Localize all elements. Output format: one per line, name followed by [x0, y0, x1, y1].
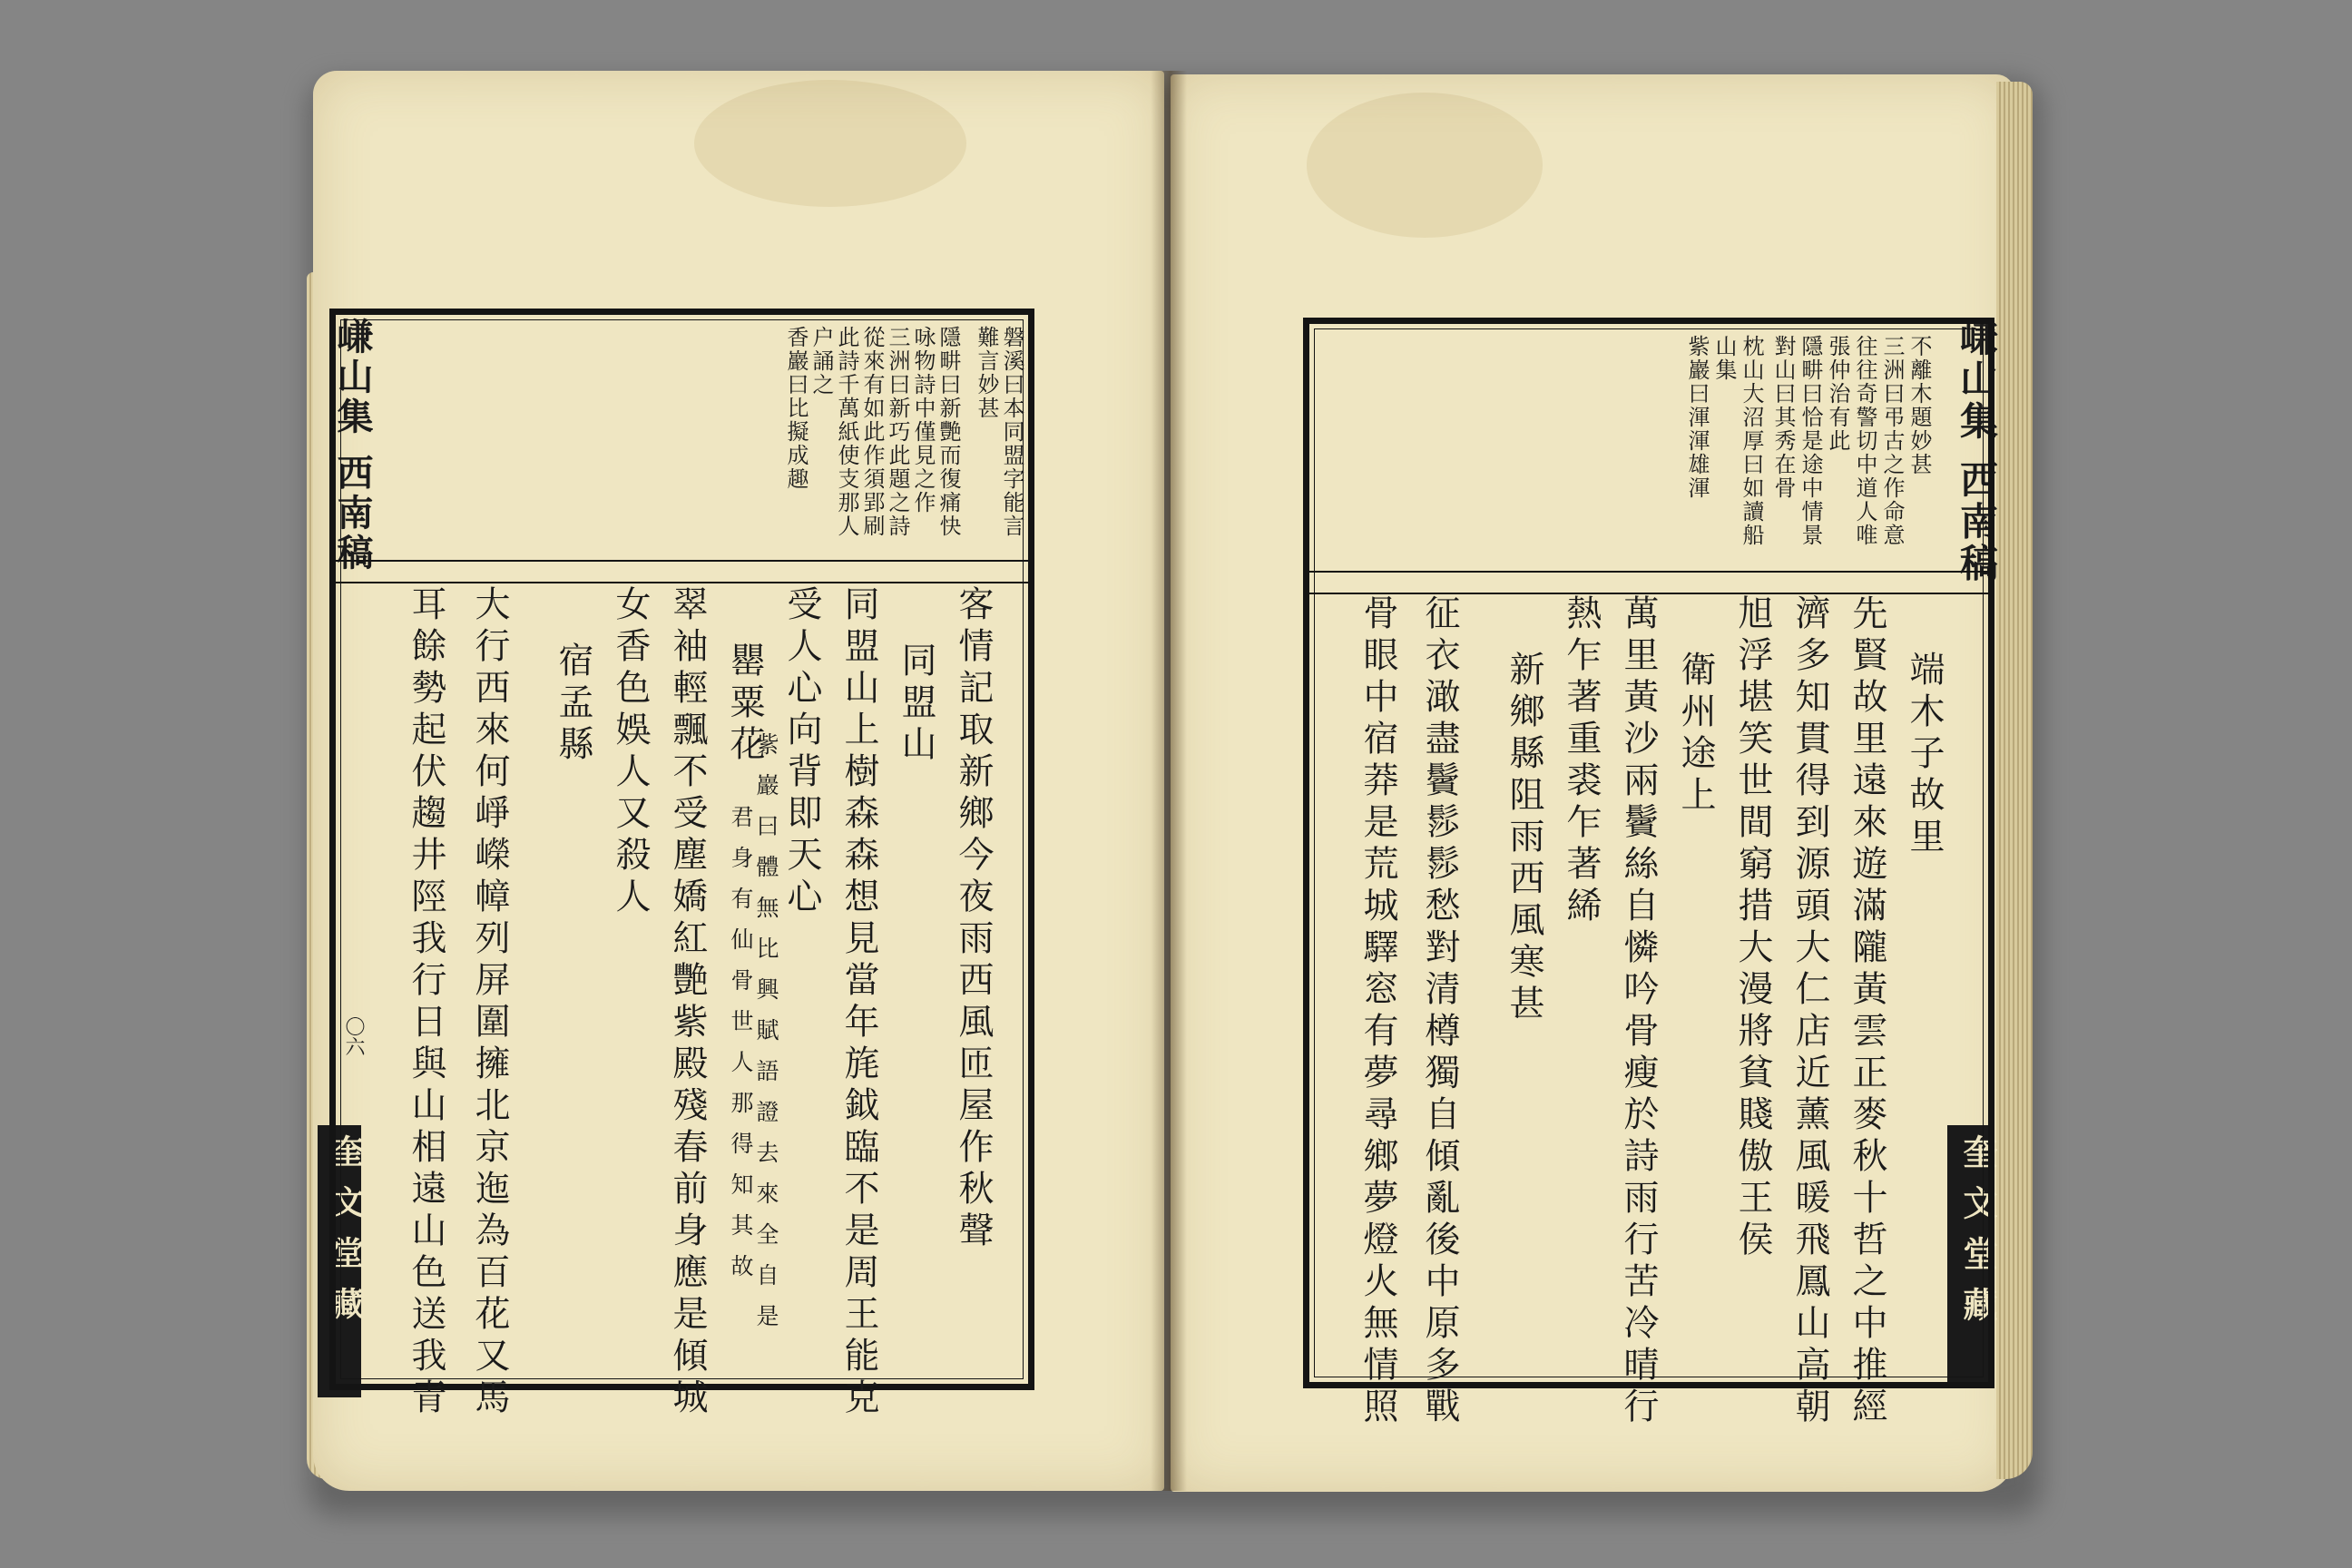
commentary-line: 隱畊曰恰是途中情景 [1798, 335, 1823, 547]
commentary-line: 難言妙甚 [974, 326, 999, 420]
verse-line: 客情記取新鄉今夜雨西風匝屋作秋聲 [953, 585, 994, 1253]
verse-line: 濟多知貫得到源頭大仁店近薰風暖飛鳳山高朝 [1789, 594, 1830, 1429]
commentary-line: 三洲曰新巧此題之詩 [885, 326, 910, 538]
verse-line: 受人心向背即天心 [781, 585, 822, 919]
commentary-line: 隱畊曰新艷而復痛快 [936, 326, 961, 538]
verse-line: 同盟山上樹森森想見當年旄鉞臨不是周王能克 [838, 585, 879, 1420]
commentary-line: 紫巖曰渾渾雄渾 [1684, 335, 1710, 500]
right-text-frame [1303, 318, 1994, 1429]
interlinear-note: 紫巖曰體無比興賦語證去來全自是 [753, 732, 779, 1345]
verse-line: 征衣澉盡鬢髿髿愁對清樽獨自傾亂後中原多戰 [1419, 594, 1460, 1429]
right-header-title: 嵰山集 西南稿 [1955, 318, 1999, 585]
commentary-line: 往往奇警切中道人唯 [1852, 335, 1877, 547]
commentary-line: 此詩千萬紙使支那人 [834, 326, 859, 538]
leaf-number: 〇六 [342, 1016, 365, 1056]
commentary-line: 對山曰其秀在骨 [1770, 335, 1796, 500]
commentary-line: 香巖曰比擬成趣 [783, 326, 808, 491]
verse-line: 骨眼中宿莽是荒城驛窓有夢尋鄉夢燈火無情照 [1357, 594, 1398, 1429]
right-stamp: 奎文堂藏 [1957, 1134, 1998, 1338]
verse-line: 萬里黃沙兩鬢絲自憐吟骨瘦於詩雨行苦冷晴行 [1618, 594, 1659, 1429]
commentary-line: 山集 [1711, 335, 1737, 382]
poem-title: 新鄉縣阻雨西風寒甚 [1504, 651, 1544, 1026]
commentary-line: 三洲曰弔古之作命意 [1879, 335, 1905, 547]
commentary-line: 磐溪曰本同盟字能言 [999, 326, 1024, 538]
left-header-title: 嵰山集 西南稿 [331, 318, 374, 573]
verse-line: 大行西來何崢嶸幛列屏圍擁北京迤為百花又馬 [469, 585, 510, 1420]
verse-line: 耳餘勢起伏趨井陘我行日與山相遠山色送我青 [406, 585, 446, 1420]
commentary-line: 咏物詩中僅見之作 [910, 326, 936, 514]
verse-line: 熱乍著重裘乍著絺 [1561, 594, 1602, 928]
interlinear-note: 君身有仙骨世人那得知其故 [728, 805, 754, 1295]
commentary-line: 從來有如此作須郢刷 [859, 326, 885, 538]
verse-line: 女香色娛人又殺人 [610, 585, 651, 919]
book-gutter [1151, 71, 1187, 1491]
left-stamp: 奎文堂藏 [327, 1134, 365, 1338]
poem-title: 罌粟花 [724, 642, 765, 767]
commentary-line: 不離木題妙甚 [1906, 335, 1932, 476]
commentary-line: 張仲治有此 [1825, 335, 1850, 453]
poem-title: 同盟山 [896, 642, 936, 767]
left-text-frame [329, 309, 1034, 1420]
paper-stain [694, 80, 966, 207]
verse-line: 翠袖輕飄不受塵嬌紅艷紫殿殘春前身應是傾城 [667, 585, 708, 1420]
verse-line: 旭浮堪笑世間窮措大漫將貧賤傲王侯 [1732, 594, 1773, 1262]
poem-title: 宿孟縣 [553, 642, 593, 767]
left-header-divider [336, 560, 1028, 583]
poem-title: 衛州途上 [1675, 651, 1716, 818]
paper-stain [1307, 93, 1543, 238]
commentary-line: 户誦之 [808, 326, 834, 397]
commentary-line: 枕山大沼厚曰如讀船 [1739, 335, 1764, 547]
right-header-divider [1309, 571, 1988, 594]
verse-line: 先賢故里遠來遊滿隴黃雲正麥秋十哲之中推經 [1847, 594, 1887, 1429]
poem-title: 端木子故里 [1904, 651, 1945, 859]
